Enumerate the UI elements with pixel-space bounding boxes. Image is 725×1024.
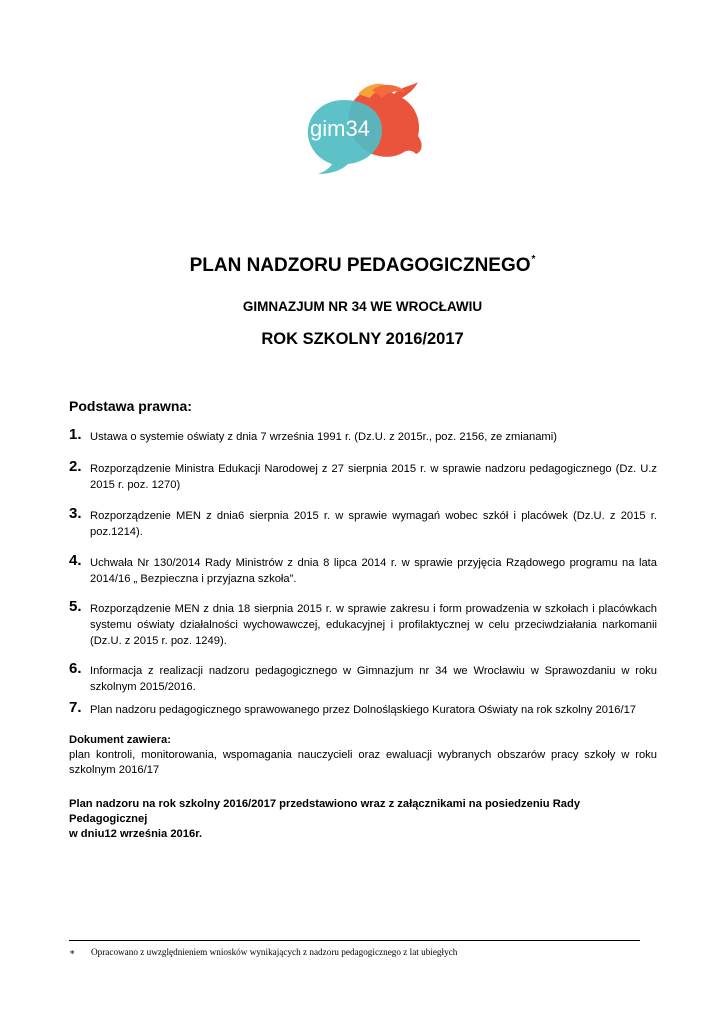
approval-note — [69, 797, 657, 842]
title-text: PLAN NADZORU PEDAGOGICZNEGO — [189, 255, 531, 276]
list-item-number: 7. — [69, 699, 82, 716]
list-item-text: Uchwała Nr 130/2014 Rady Ministrów z dnia 8 lipca 2014 r. w sprawie przyjęcia Rządowego programu na lata 2014/16 „ Bezpieczna i przyjazna szkoła”. — [90, 557, 657, 585]
list-item-text: Informacja z realizacji nadzoru pedagogicznego w Gimnazjum nr 34 we Wrocławiu w Sprawozdaniu w roku szkolnym 2015/2016. — [90, 665, 657, 693]
list-item-number: 6. — [69, 660, 82, 677]
document-contents-text: plan kontroli, monitorowania, wspomagania nauczycieli oraz ewaluacji wybranych obszarów pracy szkoły w roku szkolnym 2016/17 — [69, 749, 657, 776]
list-item-text: Plan nadzoru pedagogicznego sprawowanego przez Dolnośląskiego Kuratora Oświaty na rok szkolny 2016/17 — [90, 704, 637, 716]
list-item-number: 3. — [69, 505, 82, 522]
legal-basis-heading: Podstawa prawna: — [69, 398, 192, 414]
footnote-text: Opracowano z uwzględnieniem wniosków wynikających z nadzoru pedagogicznego z lat ubiegłych — [91, 947, 458, 957]
footnote-divider — [69, 940, 640, 941]
list-item-number: 2. — [69, 458, 82, 475]
list-item-text: Rozporządzenie Ministra Edukacji Narodowej z 27 sierpnia 2015 r. w sprawie nadzoru pedagogicznego (Dz. U.z 2015 r. poz. 1270) — [90, 463, 657, 491]
document-contents-heading: Dokument zawiera: — [69, 734, 171, 746]
list-item — [69, 598, 657, 649]
list-item-number: 4. — [69, 552, 82, 569]
list-item-text: Ustawa o systemie oświaty z dnia 7 września 1991 r. (Dz.U. z 2015r., poz. 2156, ze zmianami) — [90, 431, 557, 443]
page-title — [0, 254, 725, 277]
list-item-text: Rozporządzenie MEN z dnia 18 sierpnia 2015 r. w sprawie zakresu i form prowadzenia w szkołach i placówkach systemu oświaty działalności wychowawczej, edukacyjnej i profilaktycznej w celu przeciwdziałania narkomanii (Dz.U. z 2015 r. poz. 1249). — [90, 603, 657, 647]
list-item — [69, 426, 657, 445]
school-logo — [302, 80, 424, 176]
list-item-number: 1. — [69, 426, 82, 443]
list-item-number: 5. — [69, 598, 82, 615]
list-item — [69, 505, 657, 540]
school-name: GIMNAZJUM NR 34 WE WROCŁAWIU — [242, 299, 483, 314]
approval-note-line-2: w dniu12 września 2016r. — [69, 828, 203, 840]
list-item-text: Rozporządzenie MEN z dnia6 sierpnia 2015 r. w sprawie wymagań wobec szkół i placówek (Dz.U. z 2015 r. poz.1214). — [90, 510, 657, 538]
footnote-mark: ∗ — [69, 947, 76, 957]
list-item — [69, 458, 657, 493]
logo-text: gim34 — [310, 116, 370, 141]
logo-graphic — [302, 80, 424, 176]
document-contents-section — [69, 733, 657, 778]
footnote — [69, 947, 457, 958]
approval-note-line-1: Plan nadzoru na rok szkolny 2016/2017 przedstawiono wraz z załącznikami na posiedzeniu Rady Pedagogicznej — [69, 798, 581, 825]
list-item — [69, 699, 657, 718]
title-footnote-mark: * — [531, 254, 536, 265]
list-item — [69, 660, 657, 695]
school-year: ROK SZKOLNY 2016/2017 — [261, 330, 464, 348]
list-item — [69, 552, 657, 587]
